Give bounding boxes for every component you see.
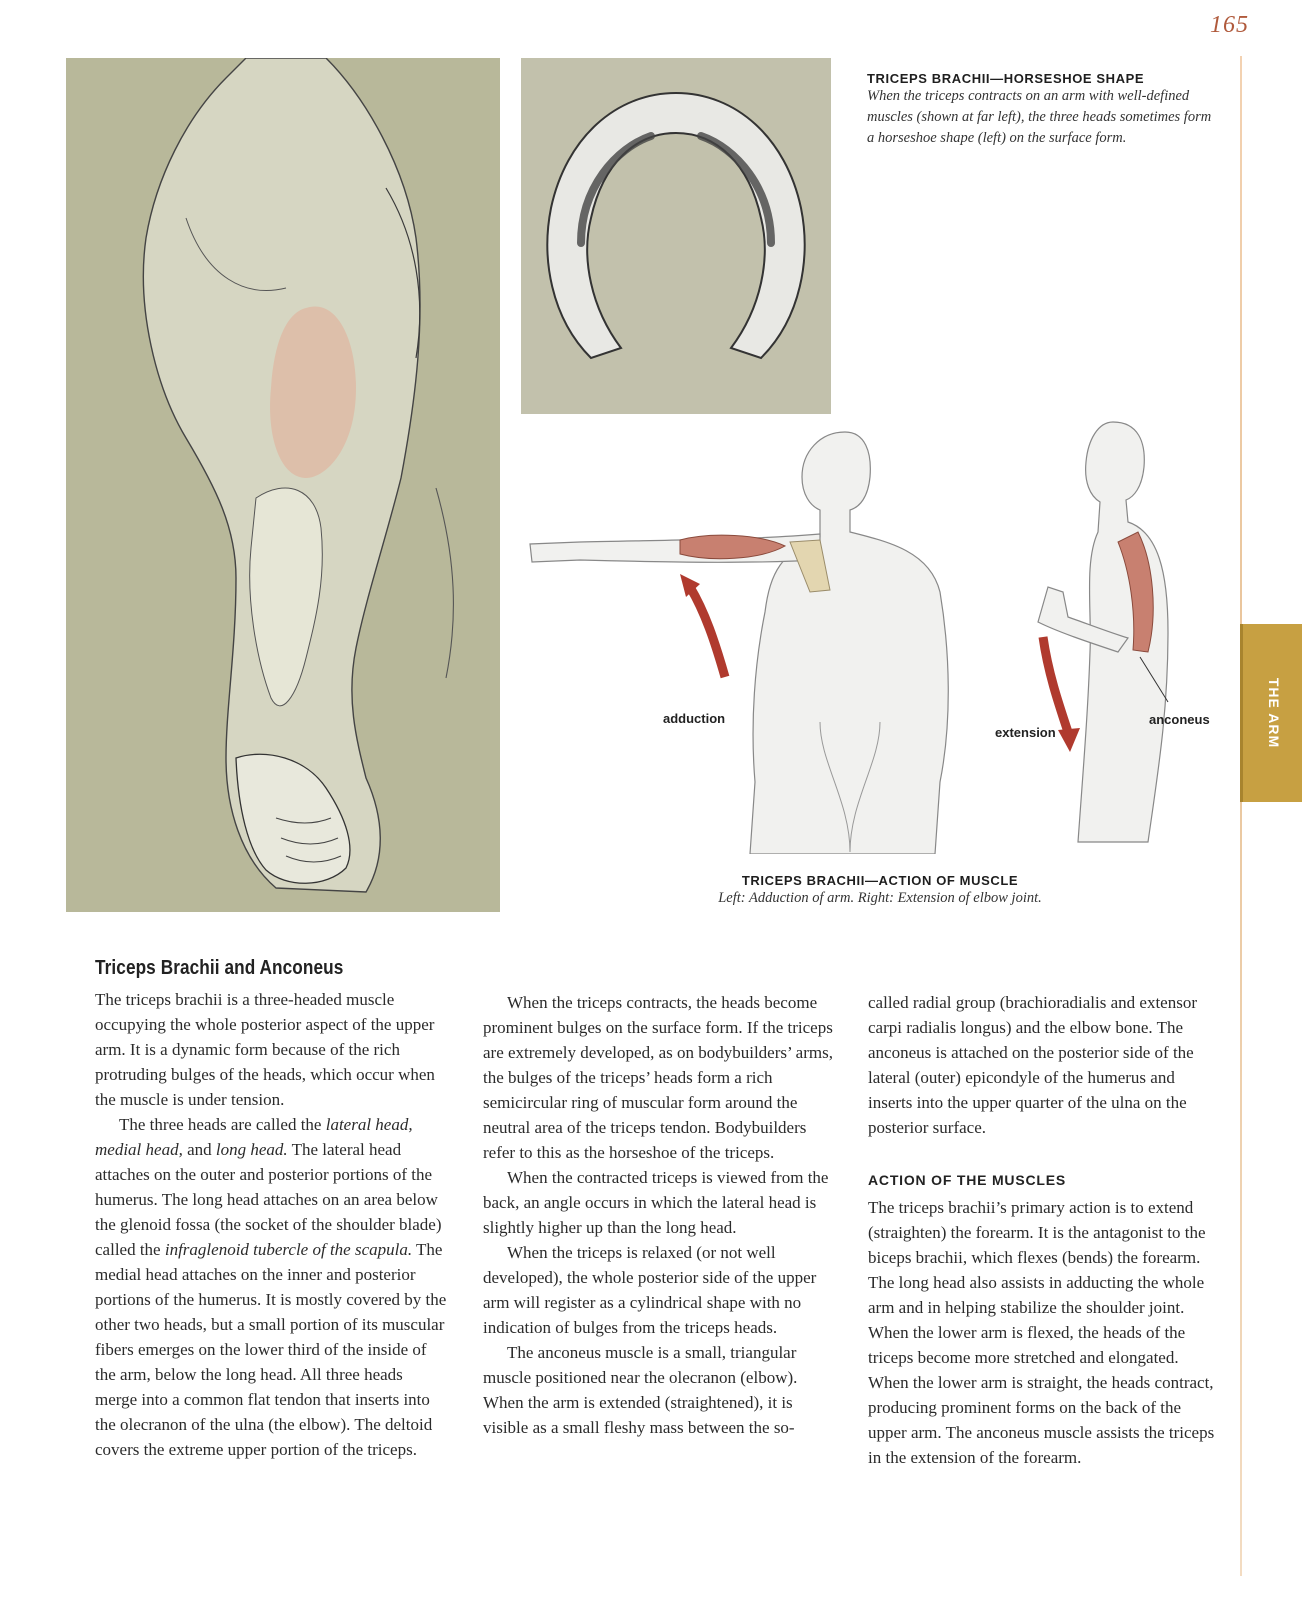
action-caption-title: TRICEPS BRACHII—ACTION OF MUSCLE <box>741 873 1019 888</box>
margin-rule <box>1240 56 1242 1576</box>
side-figure-extension <box>1018 412 1240 858</box>
col1-p2-tubercle: infraglenoid tubercle of the scapula. <box>164 1240 413 1259</box>
extension-label: extension <box>995 725 1056 740</box>
action-caption <box>620 873 1140 909</box>
col3-paragraph-2: The triceps brachii’s primary action is to extend (straighten) the forearm. It is the antagonist to the biceps brachii, which flexes (bends) the forearm. The long head also assists in adducting the whole arm and in helping stabilize the shoulder joint. When the lower arm is flexed, the heads of the triceps become more stretched and elongated. When the lower arm is straight, the heads contract, producing prominent forms on the back of the upper arm. The anconeus muscle assists the triceps in the extension of the forearm. <box>868 1198 1215 1467</box>
article-column-1 <box>95 956 447 1462</box>
col1-p2-text-c: The lateral head attaches on the outer and posterior portions of the humerus. The long head attaches on an area below the glenoid fossa (the socket of the shoulder blade) called the <box>95 1140 442 1259</box>
horseshoe-caption-title: TRICEPS BRACHII—HORSESHOE SHAPE <box>867 71 1145 86</box>
back-figure-adduction <box>520 422 980 854</box>
col1-p2-lateral: lateral head, medial head, <box>95 1115 413 1159</box>
action-of-muscles-heading: ACTION OF THE MUSCLES <box>868 1172 1067 1188</box>
horseshoe-caption <box>867 71 1212 149</box>
article-heading: Triceps Brachii and Anconeus <box>95 957 344 979</box>
page-number: 165 <box>1210 12 1249 38</box>
col1-p2-text-d: The medial head attaches on the inner and posterior portions of the humerus. It is mostly covered by the other two heads, but a small portion of its muscular fibers emerges on the lower third of the inside of the arm, below the long head. All three heads merge into a common flat tendon that inserts into the olecranon of the ulna (the elbow). The deltoid covers the extreme upper portion of the triceps. <box>95 1240 447 1459</box>
article-column-2 <box>483 990 838 1440</box>
arm-drawing <box>66 58 500 912</box>
col1-paragraph-1: The triceps brachii is a three-headed muscle occupying the whole posterior aspect of the upper arm. It is a dynamic form because of the rich protruding bulges of the heads, which occur when the muscle is under tension. <box>95 990 435 1109</box>
col2-paragraph-1: When the triceps contracts, the heads become prominent bulges on the surface form. If the triceps are extremely developed, as on bodybuilders’ arms, the bulges of the triceps’ heads form a rich semicircular ring of muscular form around the neutral area of the triceps tendon. Bodybuilders refer to this as the horseshoe of the triceps. <box>483 993 833 1162</box>
anconeus-label: anconeus <box>1149 712 1210 727</box>
col2-paragraph-3: When the triceps is relaxed (or not well developed), the whole posterior side of the upper arm will register as a cylindrical shape with no indication of bulges from the triceps heads. <box>483 1243 817 1337</box>
horseshoe-caption-text: When the triceps contracts on an arm with well-defined muscles (shown at far left), the three heads sometimes form a horseshoe shape (left) on the surface form. <box>867 88 1212 146</box>
col1-p2-long: long head. <box>215 1140 288 1159</box>
section-tab-label: THE ARM <box>1266 677 1283 749</box>
col3-paragraph-1: called radial group (brachioradialis and extensor carpi radialis longus) and the elbow bone. The anconeus is attached on the posterior side of the lateral (outer) epicondyle of the humerus and inserts into the upper quarter of the ulna on the posterior surface. <box>868 993 1198 1137</box>
col2-paragraph-4: The anconeus muscle is a small, triangular muscle positioned near the olecranon (elbow). When the arm is extended (straightened), it is visible as a small fleshy mass between the so- <box>483 1343 798 1437</box>
action-caption-text: Left: Adduction of arm. Right: Extension of elbow joint. <box>718 890 1042 906</box>
col1-paragraph-2 <box>95 1112 447 1462</box>
col1-p2-text-a: The three heads are called the <box>119 1115 326 1134</box>
col1-p2-text-b: and <box>182 1140 216 1159</box>
adduction-label: adduction <box>663 711 726 726</box>
col2-paragraph-2: When the contracted triceps is viewed from the back, an angle occurs in which the lateral head is slightly higher up than the long head. <box>483 1168 829 1237</box>
section-tab[interactable] <box>1240 624 1302 802</box>
article-column-3 <box>868 990 1218 1470</box>
horseshoe-illustration <box>521 58 831 414</box>
